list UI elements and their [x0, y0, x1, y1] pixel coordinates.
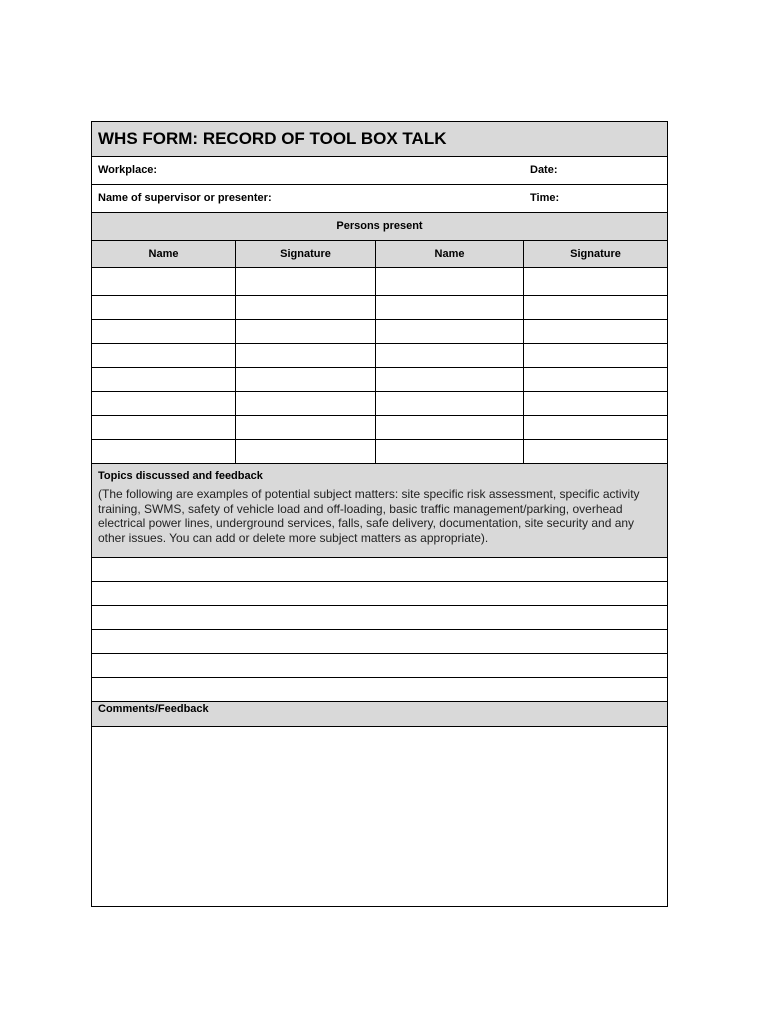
name-cell[interactable]	[376, 296, 524, 319]
signature-cell[interactable]	[236, 368, 376, 391]
date-label: Date:	[530, 164, 558, 176]
comments-section-header	[92, 702, 667, 727]
signature-cell[interactable]	[524, 268, 667, 295]
name-cell[interactable]	[376, 416, 524, 439]
signature-cell[interactable]	[236, 268, 376, 295]
time-label: Time:	[530, 192, 560, 204]
toolbox-talk-form	[91, 121, 668, 907]
attendance-row	[92, 320, 667, 344]
signature-cell[interactable]	[236, 320, 376, 343]
topics-section	[92, 464, 667, 558]
signature-cell[interactable]	[236, 344, 376, 367]
attendance-row	[92, 344, 667, 368]
topic-line[interactable]	[92, 606, 667, 630]
name-cell[interactable]	[376, 392, 524, 415]
name-cell[interactable]	[92, 320, 236, 343]
attendance-row	[92, 392, 667, 416]
topics-instructions: (The following are examples of potential subject matters: site specific risk assessment, specific activity training, SWMS, safety of vehicle load and off-loading, basic traffic management/parking, overhead electrical power lines, underground services, falls, safe delivery, documentation, site security and any other issues. You can add or delete more subject matters as appropriate).	[98, 487, 640, 545]
name-cell[interactable]	[92, 296, 236, 319]
name-cell[interactable]	[376, 440, 524, 463]
topics-label: Topics discussed and feedback	[98, 470, 263, 482]
workplace-row	[92, 157, 667, 185]
comments-area[interactable]	[92, 727, 667, 906]
signature-cell[interactable]	[524, 368, 667, 391]
attendance-row	[92, 368, 667, 392]
topic-line[interactable]	[92, 678, 667, 702]
column-header-name: Name	[376, 241, 524, 267]
signature-cell[interactable]	[524, 392, 667, 415]
signature-cell[interactable]	[524, 416, 667, 439]
name-cell[interactable]	[376, 320, 524, 343]
name-cell[interactable]	[92, 440, 236, 463]
workplace-label: Workplace:	[98, 164, 158, 176]
attendance-row	[92, 268, 667, 296]
signature-cell[interactable]	[236, 416, 376, 439]
column-header-signature: Signature	[236, 241, 376, 267]
signature-cell[interactable]	[524, 320, 667, 343]
signature-cell[interactable]	[236, 296, 376, 319]
topic-line[interactable]	[92, 558, 667, 582]
name-cell[interactable]	[92, 392, 236, 415]
name-cell[interactable]	[376, 344, 524, 367]
topic-line[interactable]	[92, 582, 667, 606]
attendance-column-headers	[92, 241, 667, 268]
name-cell[interactable]	[92, 268, 236, 295]
signature-cell[interactable]	[236, 392, 376, 415]
persons-present-header: Persons present	[92, 213, 667, 241]
topic-line[interactable]	[92, 630, 667, 654]
signature-cell[interactable]	[236, 440, 376, 463]
name-cell[interactable]	[92, 416, 236, 439]
signature-cell[interactable]	[524, 440, 667, 463]
topic-line[interactable]	[92, 654, 667, 678]
column-header-name: Name	[92, 241, 236, 267]
supervisor-label: Name of supervisor or presenter:	[98, 192, 272, 204]
name-cell[interactable]	[92, 344, 236, 367]
name-cell[interactable]	[92, 368, 236, 391]
name-cell[interactable]	[376, 368, 524, 391]
signature-cell[interactable]	[524, 296, 667, 319]
attendance-row	[92, 296, 667, 320]
attendance-row	[92, 440, 667, 464]
signature-cell[interactable]	[524, 344, 667, 367]
column-header-signature: Signature	[570, 248, 621, 260]
name-cell[interactable]	[376, 268, 524, 295]
attendance-row	[92, 416, 667, 440]
supervisor-row	[92, 185, 667, 213]
form-title: WHS FORM: RECORD OF TOOL BOX TALK	[92, 122, 667, 157]
comments-label: Comments/Feedback	[98, 703, 209, 715]
